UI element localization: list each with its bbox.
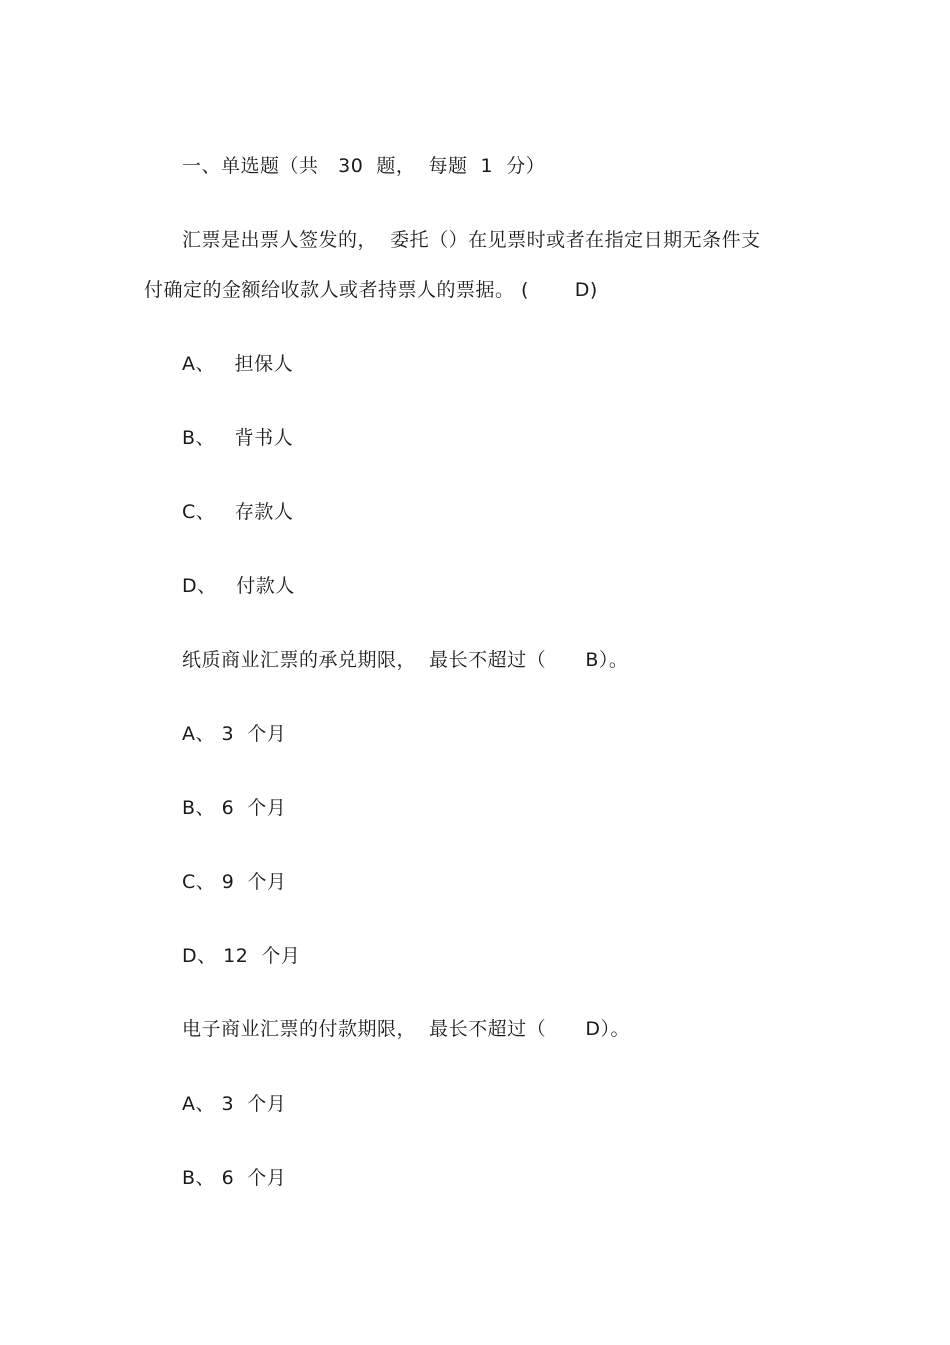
question-2-option-d: D、 12 个月 [182, 945, 301, 967]
question-1-option-c: C、 存款人 [182, 501, 294, 523]
question-1-option-b: B、 背书人 [182, 427, 294, 449]
question-3-stem: 电子商业汇票的付款期限， 最长不超过（ D）。 [182, 1018, 630, 1040]
question-1-option-a: A、 担保人 [182, 353, 294, 375]
question-2-option-c: C、 9 个月 [182, 871, 287, 893]
section-title: 一、单选题（共 30 题， 每题 1 分） [182, 155, 546, 177]
question-3-option-b: B、 6 个月 [182, 1167, 287, 1189]
question-1-stem-line-1: 汇票是出票人签发的， 委托（）在见票时或者在指定日期无条件支 [182, 229, 761, 251]
question-1-option-d: D、 付款人 [182, 575, 295, 597]
question-2-option-a: A、 3 个月 [182, 723, 287, 745]
question-1-stem-line-2: 付确定的金额给收款人或者持票人的票据。 ( D) [144, 279, 598, 301]
question-2-stem: 纸质商业汇票的承兑期限， 最长不超过（ B）。 [182, 649, 629, 671]
question-3-option-a: A、 3 个月 [182, 1093, 287, 1115]
question-2-option-b: B、 6 个月 [182, 797, 287, 819]
